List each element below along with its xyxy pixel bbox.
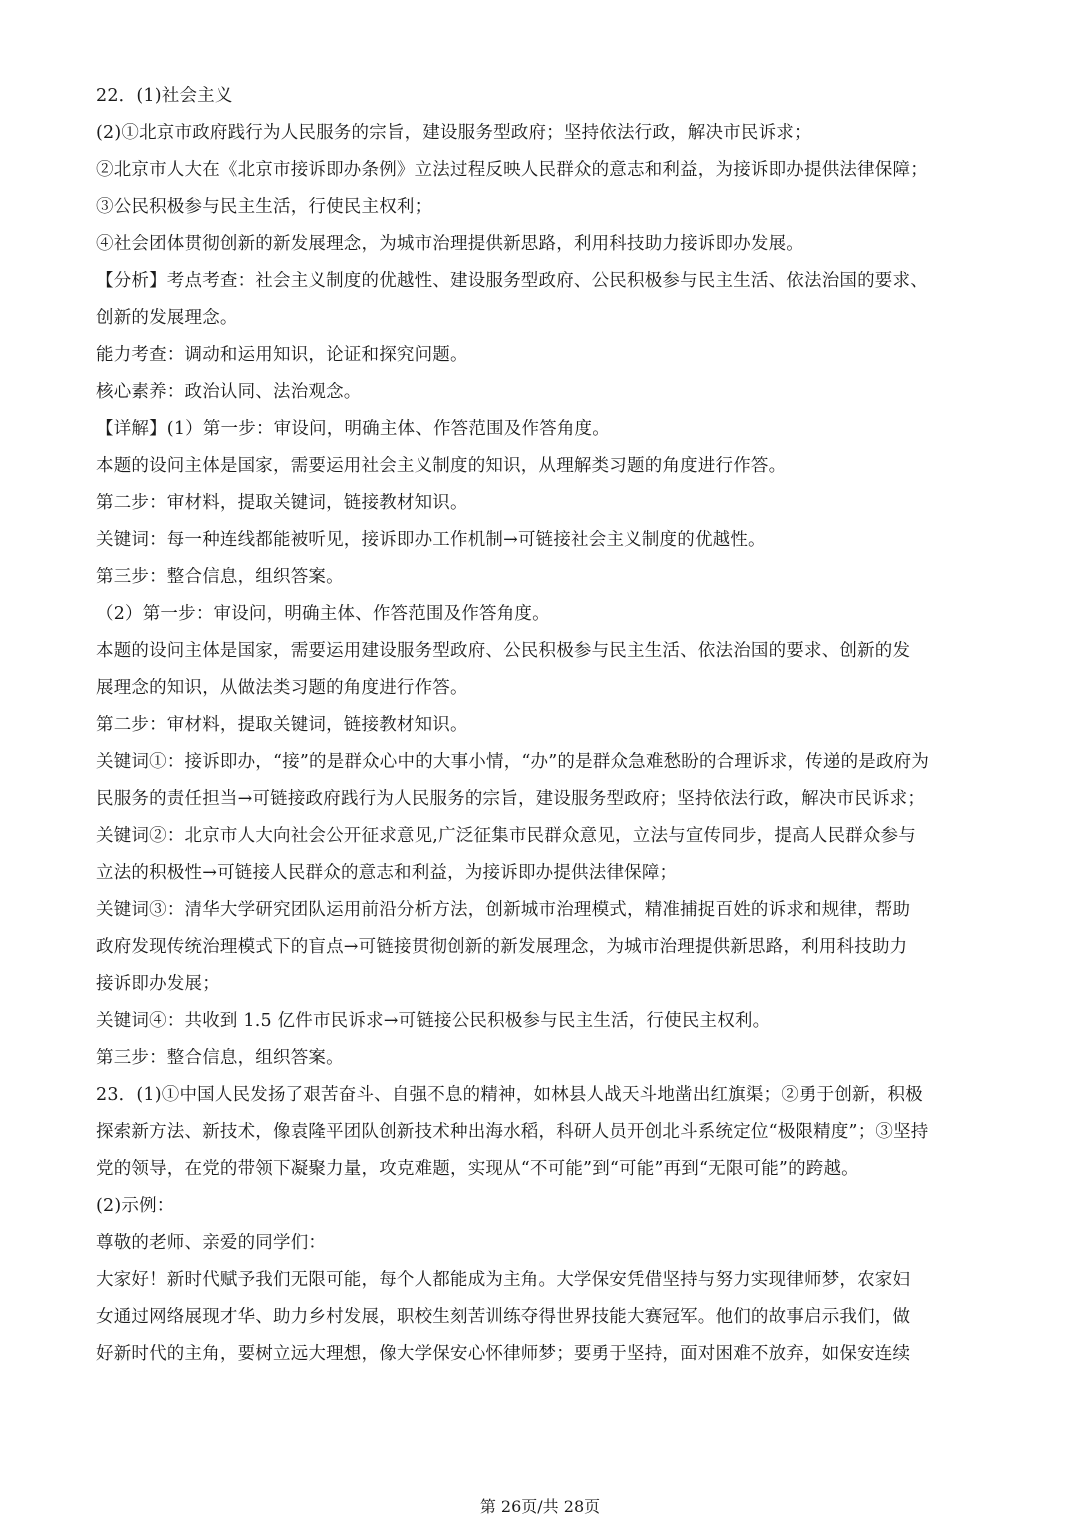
text-line: 关键词③：清华大学研究团队运用前沿分析方法，创新城市治理模式，精准捕捉百姓的诉求和规律，帮助	[96, 900, 911, 920]
text-line: 22．(1)社会主义	[96, 86, 233, 106]
text-line: 本题的设问主体是国家，需要运用建设服务型政府、公民积极参与民主生活、依法治国的要求、创新的发	[96, 641, 911, 661]
text-line: 大家好！新时代赋予我们无限可能，每个人都能成为主角。大学保安凭借坚持与努力实现律师梦，农家妇	[96, 1270, 911, 1290]
text-line: 展理念的知识，从做法类习题的角度进行作答。	[96, 678, 468, 698]
text-line: 23．(1)①中国人民发扬了艰苦奋斗、自强不息的精神，如林县人战天斗地凿出红旗渠；②勇于创新，积极	[96, 1085, 923, 1105]
text-line: ③公民积极参与民主生活，行使民主权利；	[96, 197, 433, 217]
text-line: 关键词：每一种连线都能被听见，接诉即办工作机制→可链接社会主义制度的优越性。	[96, 530, 766, 550]
document-body	[96, 78, 986, 1373]
text-line: 探索新方法、新技术，像袁隆平团队创新技术种出海水稻，科研人员开创北斗系统定位“极限精度”；③坚持	[96, 1122, 929, 1142]
text-line: 政府发现传统治理模式下的盲点→可链接贯彻创新的新发展理念，为城市治理提供新思路，利用科技助力	[96, 937, 908, 957]
text-line: 关键词④：共收到 1.5 亿件市民诉求→可链接公民积极参与民主生活，行使民主权利。	[96, 1011, 771, 1031]
text-line: 民服务的责任担当→可链接政府践行为人民服务的宗旨，建设服务型政府；坚持依法行政，解决市民诉求；	[96, 789, 926, 809]
text-line: ②北京市人大在《北京市接诉即办条例》立法过程反映人民群众的意志和利益，为接诉即办提供法律保障；	[96, 160, 928, 180]
text-line: 接诉即办发展；	[96, 974, 220, 994]
text-line: 关键词①：接诉即办，“接”的是群众心中的大事小情，“办”的是群众急难愁盼的合理诉求，传递的是政府为	[96, 752, 930, 772]
text-line: 第三步：整合信息，组织答案。	[96, 1048, 344, 1068]
text-line: 核心素养：政治认同、法治观念。	[96, 382, 362, 402]
text-line: 【分析】考点考查：社会主义制度的优越性、建设服务型政府、公民积极参与民主生活、依法治国的要求、	[96, 271, 928, 291]
text-line: 尊敬的老师、亲爱的同学们：	[96, 1233, 327, 1253]
text-line: 关键词②：北京市人大向社会公开征求意见,广泛征集市民群众意见，立法与宣传同步，提高人民群众参与	[96, 826, 916, 846]
text-line: (2)①北京市政府践行为人民服务的宗旨，建设服务型政府；坚持依法行政，解决市民诉求；	[96, 123, 812, 143]
text-line: 第二步：审材料，提取关键词，链接教材知识。	[96, 493, 468, 513]
text-line: 党的领导，在党的带领下凝聚力量，攻克难题，实现从“不可能”到“可能”再到“无限可能”的跨越。	[96, 1159, 859, 1179]
text-line: （2）第一步：审设问，明确主体、作答范围及作答角度。	[96, 604, 550, 624]
text-line: 创新的发展理念。	[96, 308, 238, 328]
text-line: 本题的设问主体是国家，需要运用社会主义制度的知识，从理解类习题的角度进行作答。	[96, 456, 787, 476]
text-line: 第三步：整合信息，组织答案。	[96, 567, 344, 587]
text-line: (2)示例：	[96, 1196, 175, 1216]
text-line: ④社会团体贯彻创新的新发展理念，为城市治理提供新思路，利用科技助力接诉即办发展。	[96, 234, 804, 254]
text-line: 好新时代的主角，要树立远大理想，像大学保安心怀律师梦；要勇于坚持，面对困难不放弃，如保安连续	[96, 1344, 911, 1364]
text-line: 【详解】(1）第一步：审设问，明确主体、作答范围及作答角度。	[96, 419, 610, 439]
page-footer: 第 26页/共 28页	[479, 1497, 601, 1516]
text-line: 立法的积极性→可链接人民群众的意志和利益，为接诉即办提供法律保障；	[96, 863, 678, 883]
text-line: 女通过网络展现才华、助力乡村发展，职校生刻苦训练夺得世界技能大赛冠军。他们的故事启示我们，做	[96, 1307, 911, 1327]
text-line: 能力考查：调动和运用知识，论证和探究问题。	[96, 345, 468, 365]
text-line: 第二步：审材料，提取关键词，链接教材知识。	[96, 715, 468, 735]
